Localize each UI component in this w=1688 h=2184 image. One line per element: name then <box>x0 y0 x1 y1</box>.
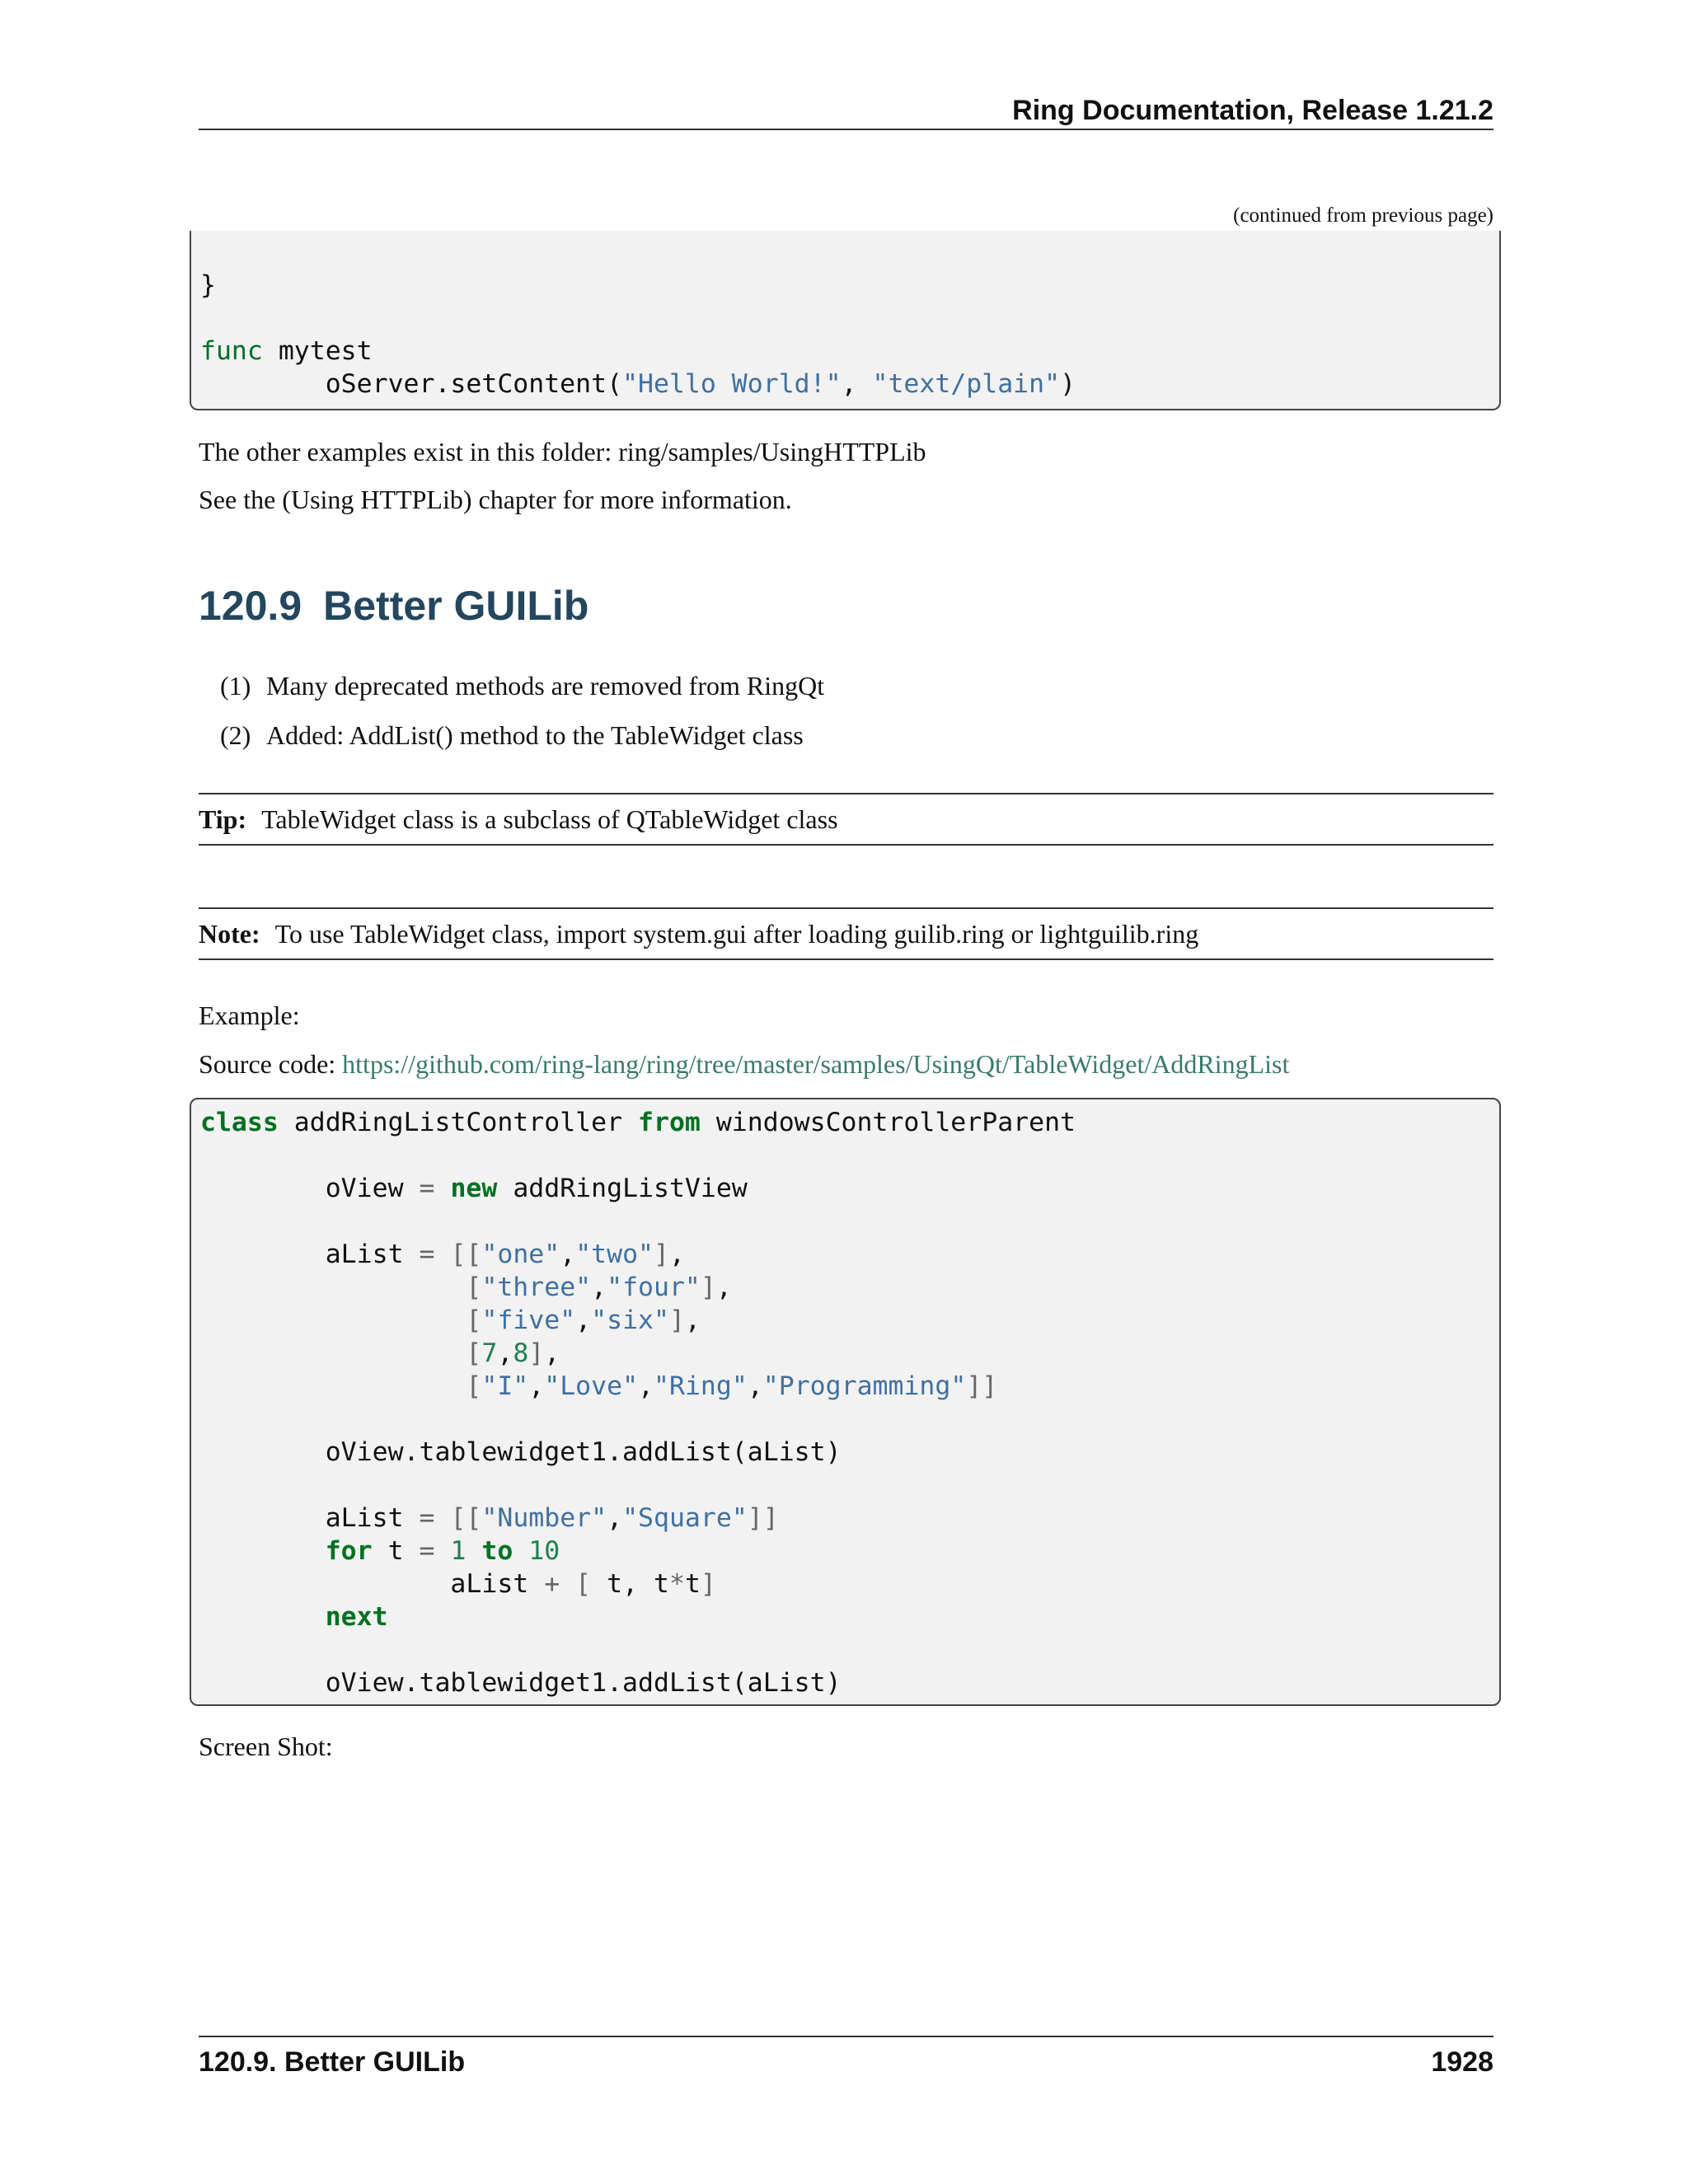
source-code-link[interactable]: https://github.com/ring-lang/ring/tree/master/samples/UsingQt/TableWidget/AddRingList <box>342 1049 1290 1079</box>
tip-admonition <box>199 793 1493 846</box>
code-block-addlist <box>190 1098 1501 1706</box>
code-line: [7,8], <box>466 1338 560 1368</box>
code-line: ["five","six"], <box>466 1305 701 1335</box>
code-line: oView = new addRingListView <box>200 1174 748 1203</box>
footer-section: 120.9. Better GUILib <box>199 2046 466 2078</box>
note-admonition <box>199 907 1493 960</box>
code-line: for t = 1 to 10 <box>325 1536 560 1566</box>
code-line: oServer.setContent("Hello World!", "text/plain") <box>200 369 1076 399</box>
document-page <box>199 0 1493 2184</box>
code-line: aList = [["one","two"], <box>200 1240 685 1269</box>
code-line: class addRingListController from windowsControllerParent <box>200 1108 1076 1137</box>
continued-from-previous-note: (continued from previous page) <box>1233 204 1493 227</box>
running-header <box>199 92 1493 130</box>
code-line: func mytest <box>200 336 373 366</box>
paragraph-example-label: Example: <box>199 1001 300 1030</box>
code-line: aList + [ t, t*t] <box>200 1569 716 1599</box>
section-heading <box>199 577 588 635</box>
code-listing-http <box>191 269 1499 401</box>
note-text: To use TableWidget class, import system.gui after loading guilib.ring or lightguilib.ring <box>274 919 1199 949</box>
paragraph-see-chapter: See the (Using HTTPLib) chapter for more information. <box>199 485 792 514</box>
code-line: ["I","Love","Ring","Programming"]] <box>466 1371 998 1401</box>
code-line: next <box>325 1602 388 1632</box>
code-line: oView.tablewidget1.addList(aList) <box>200 1437 842 1467</box>
running-footer <box>199 2036 1493 2087</box>
code-listing-addlist <box>191 1106 1499 1699</box>
section-number: 120.9 <box>199 583 302 629</box>
code-line: aList = [["Number","Square"]] <box>200 1503 779 1533</box>
list-marker: (1) <box>220 671 251 701</box>
code-line: } <box>200 270 216 300</box>
list-item-text: Many deprecated methods are removed from RingQt <box>266 671 825 701</box>
tip-text: TableWidget class is a subclass of QTableWidget class <box>261 804 838 834</box>
footer-page-number: 1928 <box>1431 2046 1493 2078</box>
list-item <box>220 669 824 702</box>
list-item-text: Added: AddList() method to the TableWidget class <box>266 720 804 750</box>
code-line: ["three","four"], <box>466 1272 732 1302</box>
paragraph-source-code <box>199 1047 1289 1080</box>
section-title-text: Better GUILib <box>323 583 589 629</box>
list-marker: (2) <box>220 720 251 750</box>
tip-label: Tip: <box>199 804 247 834</box>
paragraph-examples-folder: The other examples exist in this folder: ring/samples/UsingHTTPLib <box>199 437 926 466</box>
note-label: Note: <box>199 919 260 949</box>
header-title: Ring Documentation, Release 1.21.2 <box>1012 95 1493 126</box>
paragraph-screen-shot-label: Screen Shot: <box>199 1732 333 1761</box>
code-line: oView.tablewidget1.addList(aList) <box>200 1668 842 1698</box>
list-item <box>220 719 804 752</box>
code-block-http <box>190 231 1501 410</box>
source-code-label: Source code: <box>199 1049 336 1079</box>
